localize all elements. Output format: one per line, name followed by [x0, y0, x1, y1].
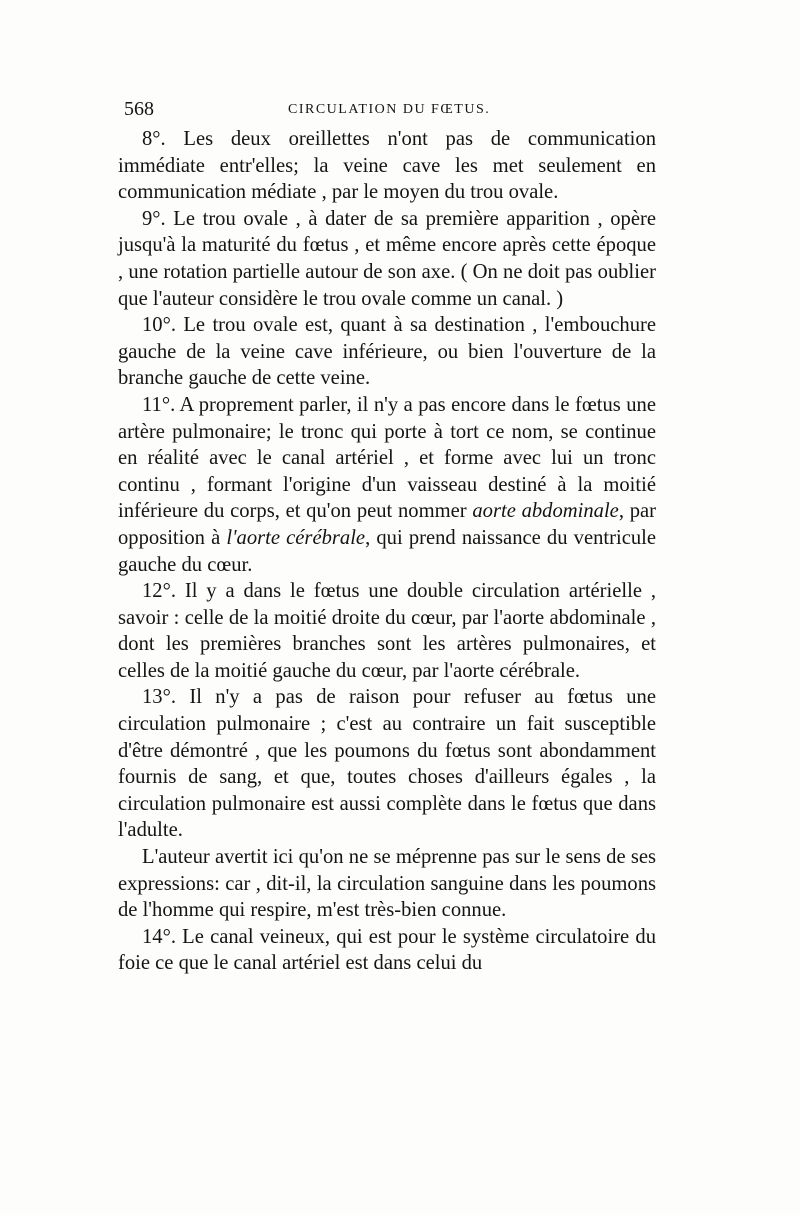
paragraph-11-end: , qui prend naissance du ventricule gauche du cœur. — [118, 526, 656, 576]
paragraph-author-note: L'auteur avertit ici qu'on ne se méprenne pas sur le sens de ses expressions: car , dit-il, la circulation sanguine dans les poumons de l'homme qui respire, m'est très-bien connue. — [118, 846, 656, 922]
body-text — [118, 126, 656, 977]
page-number: 568 — [124, 98, 154, 120]
paragraph-11 — [118, 392, 656, 578]
running-title: CIRCULATION DU FŒTUS. — [288, 102, 491, 117]
term-aorte-abdominale: aorte abdominale — [472, 500, 619, 523]
paragraph-9: 9°. Le trou ovale , à dater de sa première apparition , opère jusqu'à la maturité du fœtus , et même encore après cette époque , une rotation partielle autour de son axe. ( On ne doit pas oublier que l'auteur considère le trou ovale comme un canal. ) — [118, 207, 656, 310]
page-header — [120, 98, 660, 124]
paragraph-10: 10°. Le trou ovale est, quant à sa destination , l'embouchure gauche de la veine cave inférieure, ou bien l'ouverture de la branche gauche de cette veine. — [118, 314, 656, 390]
paragraph-8: 8°. Les deux oreillettes n'ont pas de communication immédiate entr'elles; la veine cave les met seulement en communication médiate , par le moyen du trou ovale. — [118, 128, 656, 204]
paragraph-13: 13°. Il n'y a pas de raison pour refuser au fœtus une circulation pulmonaire ; c'est au contraire un fait susceptible d'être démontré , que les poumons du fœtus sont abondamment fournis de sang, et que, toutes choses d'ailleurs égales , la circulation pulmonaire est aussi complète dans le fœtus que dans l'adulte. — [118, 686, 656, 842]
paragraph-11-text: 11°. A proprement parler, il n'y a pas encore dans le fœtus une artère pulmonaire; le tronc qui porte à tort ce nom, se continue en réalité avec le canal artériel , et forme avec lui un tronc continu , formant l'origine d'un vaisseau destiné à la moitié inférieure du corps, et qu'on peut nommer — [118, 393, 656, 523]
term-aorte-cerebrale: l'aorte cérébrale — [226, 526, 366, 549]
paragraph-12: 12°. Il y a dans le fœtus une double circulation artérielle , savoir : celle de la moitié droite du cœur, par l'aorte abdominale , dont les premières branches sont les artères pulmonaires, et celles de la moitié gauche du cœur, par l'aorte cérébrale. — [118, 580, 656, 682]
paragraph-14: 14°. Le canal veineux, qui est pour le système circulatoire du foie ce que le canal artériel est dans celui du — [118, 925, 656, 975]
paragraph-11-mid: , par opposition à — [118, 500, 657, 549]
